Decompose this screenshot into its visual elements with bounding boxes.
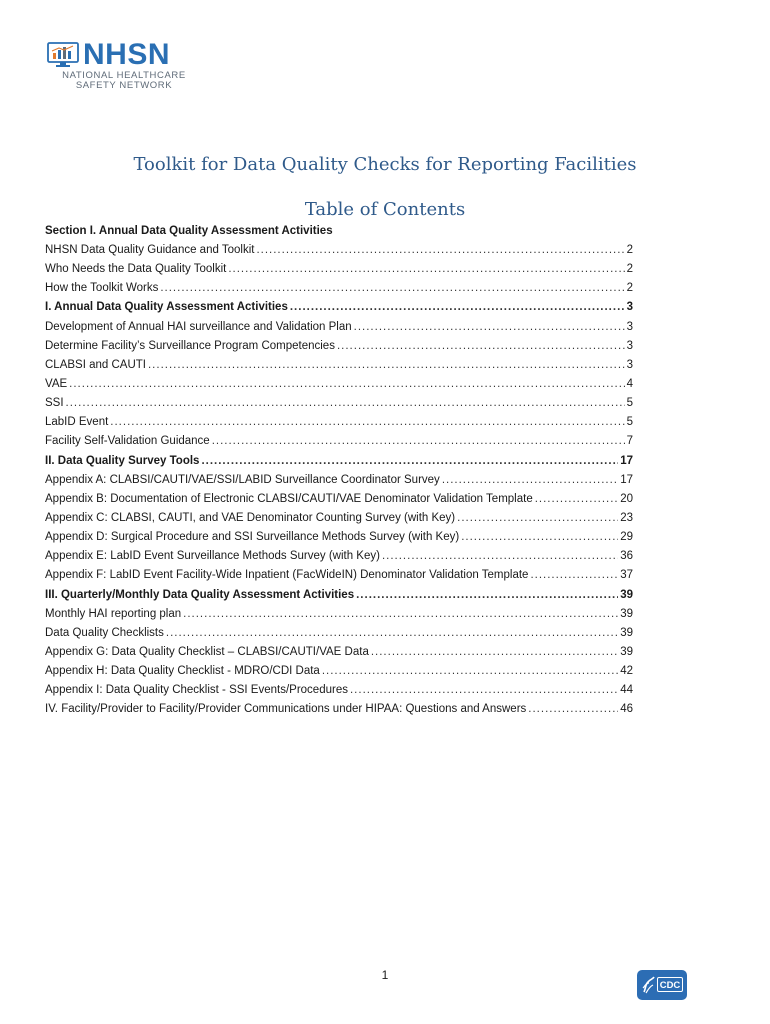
nhsn-subtitle: [49, 71, 199, 91]
toc-entry-title: Appendix E: LabID Event Surveillance Methods Survey (with Key): [45, 550, 380, 563]
toc-entry-title: Who Needs the Data Quality Toolkit: [45, 263, 227, 276]
toc-entry-page: 17: [620, 473, 633, 486]
toc-entry[interactable]: [45, 586, 633, 605]
toc-entry-title: Appendix C: CLABSI, CAUTI, and VAE Denominator Counting Survey (with Key): [45, 511, 456, 524]
toc-leader-dots: [183, 605, 618, 624]
toc-leader-dots: [461, 528, 618, 547]
toc-entry[interactable]: [45, 643, 633, 662]
toc-entry-page: 3: [626, 339, 633, 352]
toc-entry[interactable]: [45, 681, 633, 700]
toc-entry-title: II. Data Quality Survey Tools: [45, 454, 200, 467]
toc-leader-dots: [530, 566, 618, 585]
toc-entry[interactable]: [45, 509, 633, 528]
toc-entry-page: 3: [626, 301, 633, 314]
toc-entry[interactable]: [45, 413, 633, 432]
toc-leader-dots: [350, 681, 618, 700]
toc-entry[interactable]: [45, 279, 633, 298]
toc-leader-dots: [382, 547, 618, 566]
toc-entry-title: Appendix G: Data Quality Checklist – CLABSI/CAUTI/VAE Data: [45, 645, 369, 658]
toc-leader-dots: [166, 624, 618, 643]
document-title: Toolkit for Data Quality Checks for Reporting Facilities: [133, 154, 637, 175]
cdc-logo: [637, 970, 687, 1000]
toc-leader-dots: [66, 394, 625, 413]
toc-entry[interactable]: [45, 375, 633, 394]
toc-entry-page: 3: [626, 320, 633, 333]
toc-entry[interactable]: [45, 241, 633, 260]
toc-entry[interactable]: [45, 624, 633, 643]
toc-entry-title: NHSN Data Quality Guidance and Toolkit: [45, 244, 255, 256]
toc-leader-dots: [337, 337, 625, 356]
toc-entry-page: 29: [620, 531, 633, 544]
toc-entry-page: 2: [626, 263, 633, 276]
toc-entry-page: 5: [626, 397, 633, 410]
toc-entry-page: 44: [620, 684, 633, 697]
toc-leader-dots: [228, 260, 624, 279]
toc-entry-page: 3: [626, 358, 633, 371]
page-number: 1: [381, 968, 389, 982]
toc-entry[interactable]: [45, 547, 633, 566]
toc-entry[interactable]: [45, 605, 633, 624]
toc-entry-page: 2: [626, 282, 633, 295]
toc-entry-page: 20: [620, 492, 633, 505]
toc-entry[interactable]: [45, 394, 633, 413]
toc-leader-dots: [528, 700, 618, 719]
toc-entry-title: III. Quarterly/Monthly Data Quality Assessment Activities: [45, 588, 355, 601]
toc-leader-dots: [356, 586, 618, 605]
table-of-contents: [45, 222, 633, 720]
toc-entry-page: 42: [620, 665, 633, 678]
toc-entry[interactable]: [45, 337, 633, 356]
toc-leader-dots: [256, 241, 624, 260]
toc-entry-title: Appendix H: Data Quality Checklist - MDRO/CDI Data: [45, 665, 320, 678]
toc-entry-title: How the Toolkit Works: [45, 282, 159, 295]
toc-entry-title: Appendix A: CLABSI/CAUTI/VAE/SSI/LABID Surveillance Coordinator Survey: [45, 473, 440, 486]
toc-entry-title: VAE: [45, 377, 68, 390]
toc-section-heading: Section I. Annual Data Quality Assessment Activities: [45, 225, 333, 237]
toc-leader-dots: [290, 298, 625, 317]
toc-leader-dots: [322, 662, 618, 681]
toc-entry-page: 23: [620, 511, 633, 524]
toc-entry[interactable]: [45, 528, 633, 547]
nhsn-wordmark: NHSN: [83, 38, 171, 71]
toc-entry-page: 2: [626, 244, 633, 256]
nhsn-logo: [47, 40, 197, 96]
toc-entry-page: 46: [620, 703, 633, 716]
toc-entry-title: Data Quality Checklists: [45, 626, 164, 639]
toc-leader-dots: [457, 509, 618, 528]
toc-leader-dots: [212, 432, 625, 451]
toc-leader-dots: [69, 375, 624, 394]
toc-leader-dots: [110, 413, 624, 432]
toc-entry-page: 5: [626, 416, 633, 429]
toc-leader-dots: [371, 643, 618, 662]
toc-entry[interactable]: [45, 432, 633, 451]
toc-entry[interactable]: [45, 566, 633, 585]
toc-entry-title: Monthly HAI reporting plan: [45, 607, 182, 620]
toc-entry-title: LabID Event: [45, 416, 109, 429]
toc-entry-title: Appendix F: LabID Event Facility-Wide Inpatient (FacWideIN) Denominator Validation Template: [45, 569, 529, 582]
toc-entry[interactable]: [45, 318, 633, 337]
toc-entry-title: Appendix B: Documentation of Electronic CLABSI/CAUTI/VAE Denominator Validation Template: [45, 492, 533, 505]
toc-entry-page: 39: [620, 588, 633, 601]
toc-leader-dots: [148, 356, 625, 375]
toc-entry[interactable]: [45, 700, 633, 719]
toc-entry[interactable]: [45, 471, 633, 490]
nhsn-monitor-chart-icon: [47, 42, 79, 68]
toc-entry-page: 37: [620, 569, 633, 582]
nhsn-subtitle-line2: SAFETY NETWORK: [75, 80, 173, 91]
toc-entry-page: 36: [620, 550, 633, 563]
toc-leader-dots: [442, 471, 618, 490]
toc-entry-title: Determine Facility’s Surveillance Program Competencies: [45, 339, 335, 352]
toc-entry-title: Appendix D: Surgical Procedure and SSI Surveillance Methods Survey (with Key): [45, 531, 460, 544]
toc-entry-page: 4: [626, 377, 633, 390]
toc-entry-title: CLABSI and CAUTI: [45, 358, 146, 371]
toc-entry-title: Facility Self-Validation Guidance: [45, 435, 210, 448]
toc-entry[interactable]: [45, 260, 633, 279]
toc-entry-page: 39: [620, 626, 633, 639]
toc-entry[interactable]: [45, 298, 633, 317]
hhs-eagle-icon: [642, 976, 656, 994]
toc-entry-title: I. Annual Data Quality Assessment Activities: [45, 301, 288, 314]
nhsn-subtitle-line1: NATIONAL HEALTHCARE: [62, 70, 186, 81]
toc-leader-dots: [535, 490, 618, 509]
toc-entry-title: SSI: [45, 397, 64, 410]
toc-entry[interactable]: [45, 490, 633, 509]
toc-entry-page: 7: [626, 435, 633, 448]
toc-entry[interactable]: [45, 356, 633, 375]
toc-entry-title: Development of Annual HAI surveillance and Validation Plan: [45, 320, 352, 333]
toc-entry-page: 17: [620, 454, 633, 467]
toc-entry-page: 39: [620, 607, 633, 620]
toc-title: Table of Contents: [304, 199, 466, 220]
toc-leader-dots: [201, 452, 618, 471]
cdc-logo-text: CDC: [657, 977, 683, 992]
toc-leader-dots: [354, 318, 625, 337]
toc-entry[interactable]: [45, 452, 633, 471]
toc-entry-title: Appendix I: Data Quality Checklist - SSI Events/Procedures: [45, 684, 348, 697]
toc-leader-dots: [160, 279, 624, 298]
toc-entry-title: IV. Facility/Provider to Facility/Provider Communications under HIPAA: Questions and Answers: [45, 703, 527, 716]
toc-entry[interactable]: [45, 662, 633, 681]
toc-entry-page: 39: [620, 645, 633, 658]
